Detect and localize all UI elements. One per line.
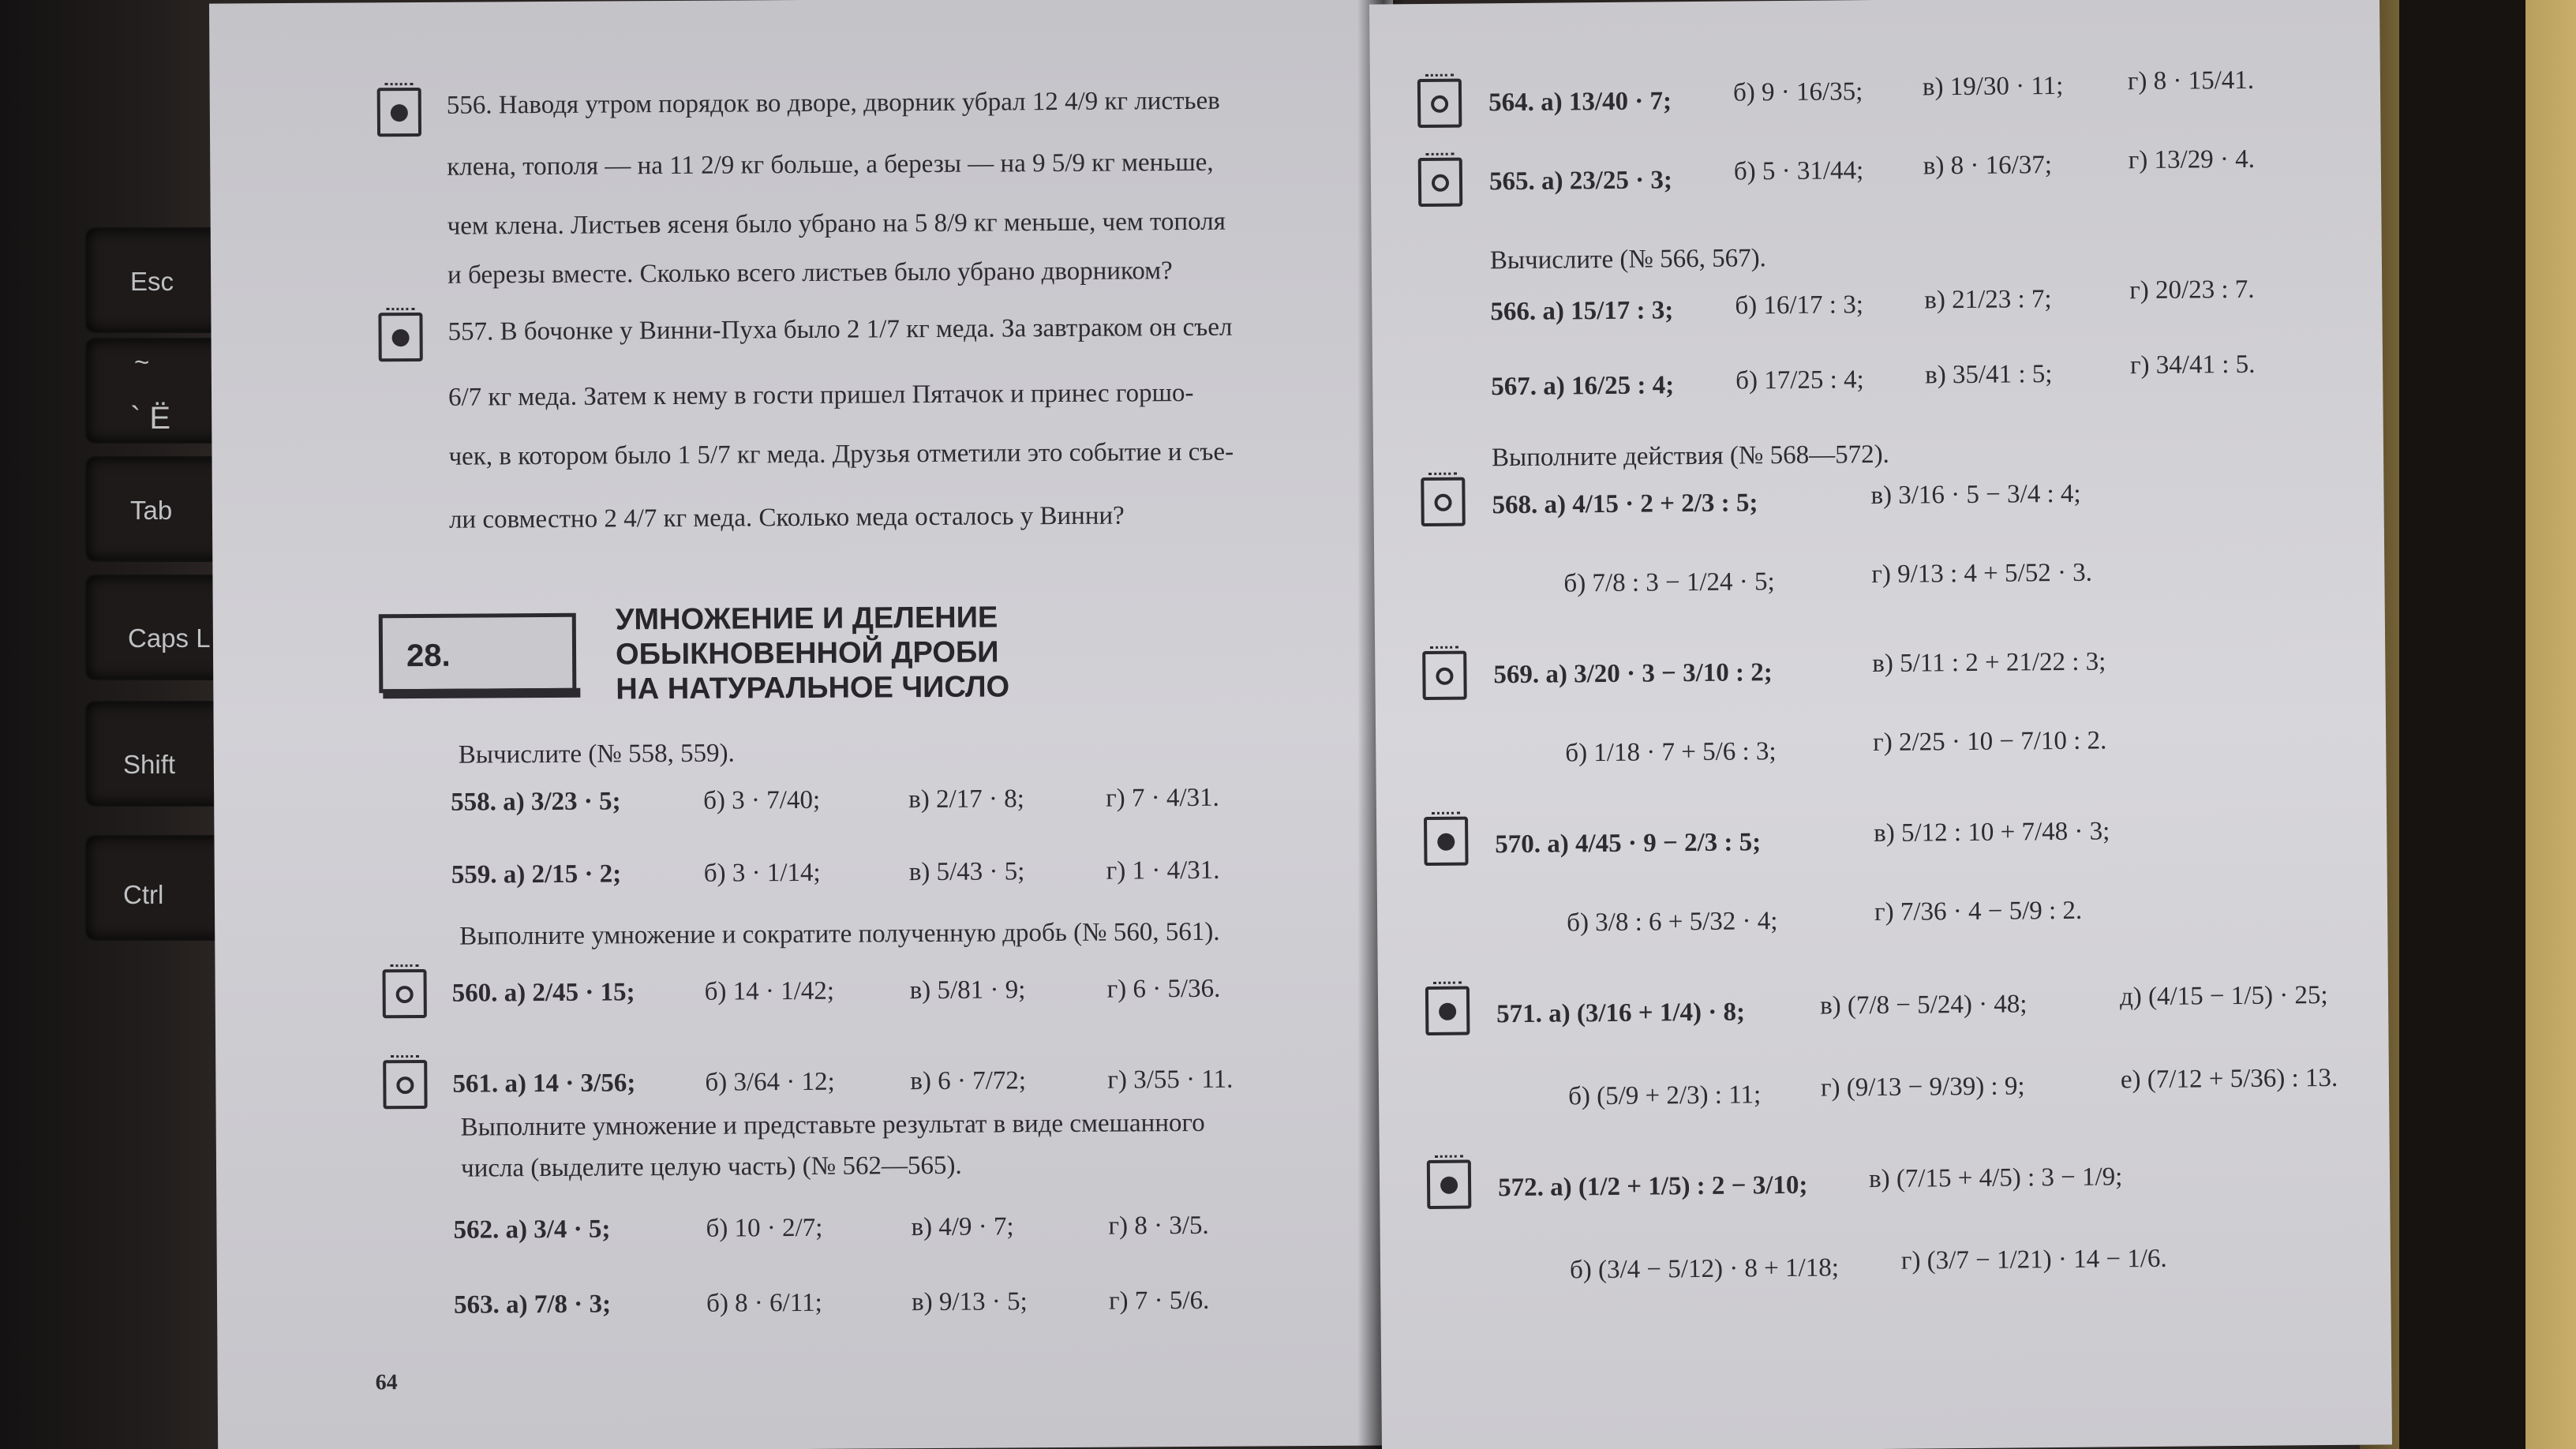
p566-v: в) 21/23 : 7; — [1924, 285, 2052, 315]
problem-marker-568 — [1421, 477, 1466, 526]
instruction-562-565-line-2: числа (выделите целую часть) (№ 562—565). — [460, 1151, 962, 1183]
p565-g: г) 13/29 · 4. — [2128, 144, 2256, 175]
p565-b: б) 5 · 31/44; — [1733, 156, 1864, 186]
p571-g: г) (9/13 − 9/39) : 9; — [1820, 1072, 2025, 1103]
p567-v: в) 35/41 : 5; — [1924, 360, 2053, 390]
problem-marker-560 — [382, 969, 426, 1018]
instruction-558-559: Вычислите (№ 558, 559). — [458, 739, 735, 769]
p567-a: 567. а) 16/25 : 4; — [1491, 371, 1675, 402]
section-number: 28. — [406, 638, 451, 674]
p559-b: б) 3 · 1/14; — [703, 858, 821, 888]
p559-g: г) 1 · 4/31. — [1106, 856, 1220, 886]
p561-v: в) 6 · 7/72; — [910, 1066, 1027, 1096]
right-page — [1369, 0, 2392, 1449]
p556-line-2: клена, тополя — на 11 2/9 кг больше, а березы — на 9 5/9 кг меньше, — [447, 148, 1214, 182]
p565-a: 565. а) 23/25 · 3; — [1488, 166, 1673, 197]
p557-line-3: чек, в котором было 1 5/7 кг меда. Друзья отметили это событие и съе- — [448, 437, 1234, 471]
p563-a: 563. а) 7/8 · 3; — [453, 1290, 612, 1320]
p564-a: 564. а) 13/40 · 7; — [1488, 87, 1672, 118]
key-label-shift: Shift — [123, 750, 176, 779]
p556-line-4: и березы вместе. Сколько всего листьев было убрано дворником? — [447, 256, 1173, 290]
instruction-560-561: Выполните умножение и сократите полученную дробь (№ 560, 561). — [459, 917, 1220, 951]
p569-v: в) 5/11 : 2 + 21/22 : 3; — [1872, 647, 2106, 679]
p569-b: б) 1/18 · 7 + 5/6 : 3; — [1565, 737, 1777, 768]
p557-line-1: 557. В бочонке у Винни-Пуха было 2 1/7 кг меда. За завтраком он съел — [447, 313, 1233, 346]
p571-e: е) (7/12 + 5/36) : 13. — [2120, 1063, 2338, 1095]
p572-g: г) (3/7 − 1/21) · 14 − 1/6. — [1900, 1244, 2167, 1275]
problem-marker-571 — [1425, 987, 1470, 1035]
p557-line-2: 6/7 кг меда. Затем к нему в гости пришел Пятачок и принес горшо- — [447, 378, 1194, 412]
key-label-caps: Caps L — [128, 623, 211, 653]
p558-g: г) 7 · 4/31. — [1106, 783, 1219, 813]
p571-a: 571. а) (3/16 + 1/4) · 8; — [1496, 998, 1746, 1029]
p560-b: б) 14 · 1/42; — [704, 976, 835, 1006]
key-label-tab: Tab — [130, 496, 173, 525]
problem-marker-557 — [378, 313, 422, 361]
p560-g: г) 6 · 5/36. — [1106, 974, 1221, 1004]
p561-b: б) 3/64 · 12; — [705, 1067, 835, 1097]
instruction-568-572: Выполните действия (№ 568—572). — [1491, 440, 1890, 473]
problem-marker-569 — [1422, 651, 1467, 700]
p563-b: б) 8 · 6/11; — [706, 1288, 822, 1318]
p559-v: в) 5/43 · 5; — [908, 857, 1025, 887]
p562-b: б) 10 · 2/7; — [706, 1213, 823, 1243]
key-label-tilde: ~ — [134, 347, 150, 376]
p570-a: 570. а) 4/45 · 9 − 2/3 : 5; — [1495, 828, 1762, 859]
p567-g: г) 34/41 : 5. — [2129, 350, 2256, 380]
p568-g: г) 9/13 : 4 + 5/52 · 3. — [1871, 558, 2093, 590]
section-title-2: ОБЫКНОВЕННОЙ ДРОБИ — [615, 635, 999, 672]
p568-a: 568. а) 4/15 · 2 + 2/3 : 5; — [1492, 489, 1758, 520]
instruction-562-565-line-1: Выполните умножение и представьте результат в виде смешанного — [460, 1108, 1205, 1142]
p566-a: 566. а) 15/17 : 3; — [1490, 296, 1674, 327]
key-label-esc: Esc — [130, 267, 174, 296]
p564-g: г) 8 · 15/41. — [2127, 66, 2255, 96]
p572-v: в) (7/15 + 4/5) : 3 − 1/9; — [1868, 1163, 2123, 1194]
problem-marker-565 — [1418, 158, 1463, 207]
problem-marker-570 — [1424, 817, 1469, 866]
p565-v: в) 8 · 16/37; — [1923, 151, 2053, 181]
p572-a: 572. а) (1/2 + 1/5) : 2 − 3/10; — [1497, 1170, 1808, 1203]
problem-marker-564 — [1417, 79, 1462, 128]
p570-b: б) 3/8 : 6 + 5/32 · 4; — [1567, 907, 1778, 938]
p561-g: г) 3/55 · 11. — [1107, 1065, 1234, 1095]
p560-v: в) 5/81 · 9; — [909, 975, 1026, 1005]
problem-marker-561 — [383, 1060, 427, 1109]
p570-v: в) 5/12 : 10 + 7/48 · 3; — [1874, 817, 2110, 848]
p568-v: в) 3/16 · 5 − 3/4 : 4; — [1870, 479, 2081, 511]
p561-a: 561. а) 14 · 3/56; — [452, 1069, 636, 1099]
p563-v: в) 9/13 · 5; — [911, 1287, 1028, 1317]
p571-b: б) (5/9 + 2/3) : 11; — [1567, 1080, 1762, 1111]
problem-marker-572 — [1427, 1160, 1472, 1209]
problem-marker-556 — [377, 88, 421, 137]
p566-g: г) 20/23 : 7. — [2129, 275, 2255, 305]
p571-v: в) (7/8 − 5/24) · 48; — [1819, 990, 2027, 1020]
section-title-3: НА НАТУРАЛЬНОЕ ЧИСЛО — [616, 670, 1010, 706]
p568-b: б) 7/8 : 3 − 1/24 · 5; — [1563, 567, 1775, 598]
p562-v: в) 4/9 · 7; — [911, 1212, 1014, 1242]
p564-b: б) 9 · 16/35; — [1732, 77, 1863, 107]
dark-object — [2399, 0, 2525, 1449]
p571-d: д) (4/15 − 1/5) · 25; — [2119, 981, 2328, 1012]
p559-a: 559. а) 2/15 · 2; — [451, 859, 622, 889]
instruction-566-567: Вычислите (№ 566, 567). — [1489, 244, 1767, 275]
keyboard — [0, 0, 229, 1449]
p564-v: в) 19/30 · 11; — [1922, 71, 2064, 102]
p557-line-4: ли совместно 2 4/7 кг меда. Сколько меда осталось у Винни? — [448, 501, 1125, 534]
p558-v: в) 2/17 · 8; — [908, 784, 1024, 814]
p572-b: б) (3/4 − 5/12) · 8 + 1/18; — [1569, 1253, 1840, 1285]
section-title-1: УМНОЖЕНИЕ И ДЕЛЕНИЕ — [615, 601, 998, 637]
page-number: 64 — [375, 1370, 398, 1395]
p563-g: г) 7 · 5/6. — [1108, 1286, 1210, 1316]
p562-g: г) 8 · 3/5. — [1108, 1211, 1209, 1241]
key-label-ctrl: Ctrl — [123, 880, 164, 909]
p569-g: г) 2/25 · 10 − 7/10 : 2. — [1873, 726, 2107, 758]
p558-a: 558. а) 3/23 · 5; — [451, 787, 621, 817]
left-page — [209, 0, 1402, 1449]
p569-a: 569. а) 3/20 · 3 − 3/10 : 2; — [1493, 658, 1773, 690]
p570-g: г) 7/36 · 4 − 5/9 : 2. — [1874, 896, 2083, 927]
p562-a: 562. а) 3/4 · 5; — [453, 1215, 611, 1245]
p560-a: 560. а) 2/45 · 15; — [451, 978, 635, 1008]
p567-b: б) 17/25 : 4; — [1735, 365, 1864, 395]
key-label-yo: ` Ё — [130, 401, 171, 436]
p566-b: б) 16/17 : 3; — [1735, 290, 1864, 320]
p558-b: б) 3 · 7/40; — [703, 785, 821, 815]
p556-line-3: чем клена. Листьев ясеня было убрано на 5 8/9 кг меньше, чем тополя — [447, 207, 1226, 241]
p556-line-1: 556. Наводя утром порядок во дворе, дворник убрал 12 4/9 кг листьев — [446, 86, 1220, 120]
section-badge — [379, 613, 577, 694]
